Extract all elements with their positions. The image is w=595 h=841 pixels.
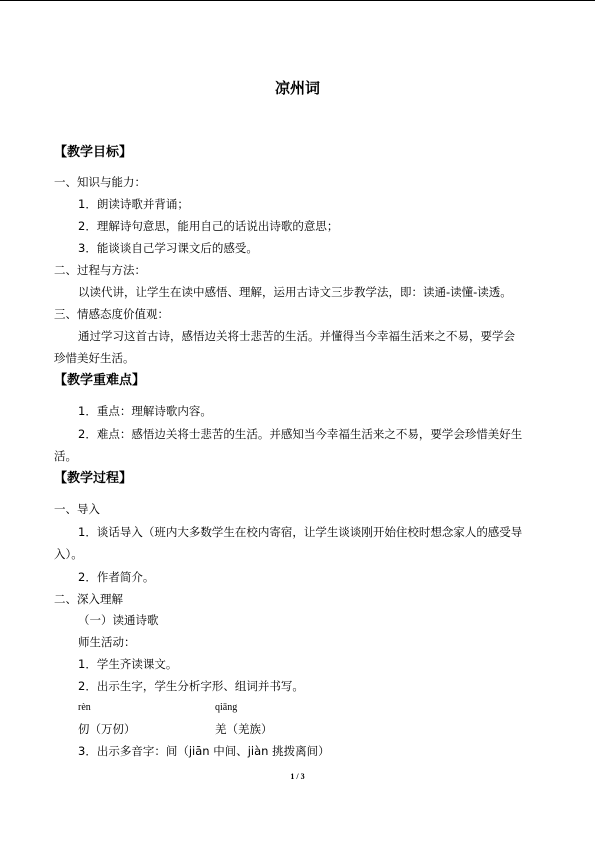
section-heading-keypoints: 【教学重难点】 bbox=[54, 373, 146, 388]
goals-part-3: 三、情感态度价值观： bbox=[54, 307, 169, 321]
process-activity-1: 1．学生齐读课文。 bbox=[78, 657, 178, 671]
goals-values-text-line-2: 珍惜美好生活。 bbox=[54, 351, 135, 365]
document-title: 凉州词 bbox=[274, 79, 320, 97]
char-qiang: 羌（羌族） bbox=[215, 722, 273, 736]
process-sub-1: （一）读通诗歌 bbox=[78, 613, 159, 627]
goals-item-3: 3．能谈谈自己学习课文后的感受。 bbox=[78, 241, 258, 255]
goals-values-text-line-1: 通过学习这首古诗，感悟边关将士悲苦的生活。并懂得当今幸福生活来之不易，要学会 bbox=[78, 329, 515, 343]
keypoint-1: 1．重点：理解诗歌内容。 bbox=[78, 404, 212, 418]
goals-method-text: 以读代讲，让学生在读中感悟、理解，运用古诗文三步教学法，即：读通-读懂-读透。 bbox=[78, 285, 512, 299]
process-activity-3: 3．出示多音字：间（jiān 中间、jiàn 挑拨离间） bbox=[78, 744, 330, 758]
keypoint-2-line-2: 活。 bbox=[54, 449, 77, 463]
goals-item-1: 1．朗读诗歌并背诵； bbox=[78, 197, 189, 211]
goals-item-2: 2．理解诗句意思，能用自己的话说出诗歌的意思； bbox=[78, 219, 339, 233]
process-intro-1-line-2: 入）。 bbox=[54, 547, 83, 561]
char-ren: 仞（万仞） bbox=[78, 722, 136, 736]
goals-part-1: 一、知识与能力： bbox=[54, 175, 146, 189]
keypoint-2-line-1: 2．难点：感悟边关将士悲苦的生活。并感知当今幸福生活来之不易，要学会珍惜美好生 bbox=[78, 427, 523, 441]
page-number: 1 / 3 bbox=[290, 772, 305, 781]
process-activity-label: 师生活动： bbox=[78, 635, 136, 649]
pinyin-qiang: qiāng bbox=[215, 702, 238, 713]
process-part-2: 二、深入理解 bbox=[54, 592, 123, 606]
process-activity-2: 2．出示生字，学生分析字形、组词并书写。 bbox=[78, 679, 304, 693]
section-heading-goals: 【教学目标】 bbox=[54, 145, 133, 160]
section-heading-process: 【教学过程】 bbox=[54, 471, 133, 486]
goals-part-2: 二、过程与方法： bbox=[54, 263, 146, 277]
pinyin-ren: rèn bbox=[78, 702, 91, 713]
process-intro-2: 2．作者简介。 bbox=[78, 570, 155, 584]
process-part-1: 一、导入 bbox=[54, 502, 100, 516]
process-intro-1-line-1: 1．谈话导入（班内大多数学生在校内寄宿，让学生谈谈刚开始住校时想念家人的感受导 bbox=[78, 525, 523, 539]
